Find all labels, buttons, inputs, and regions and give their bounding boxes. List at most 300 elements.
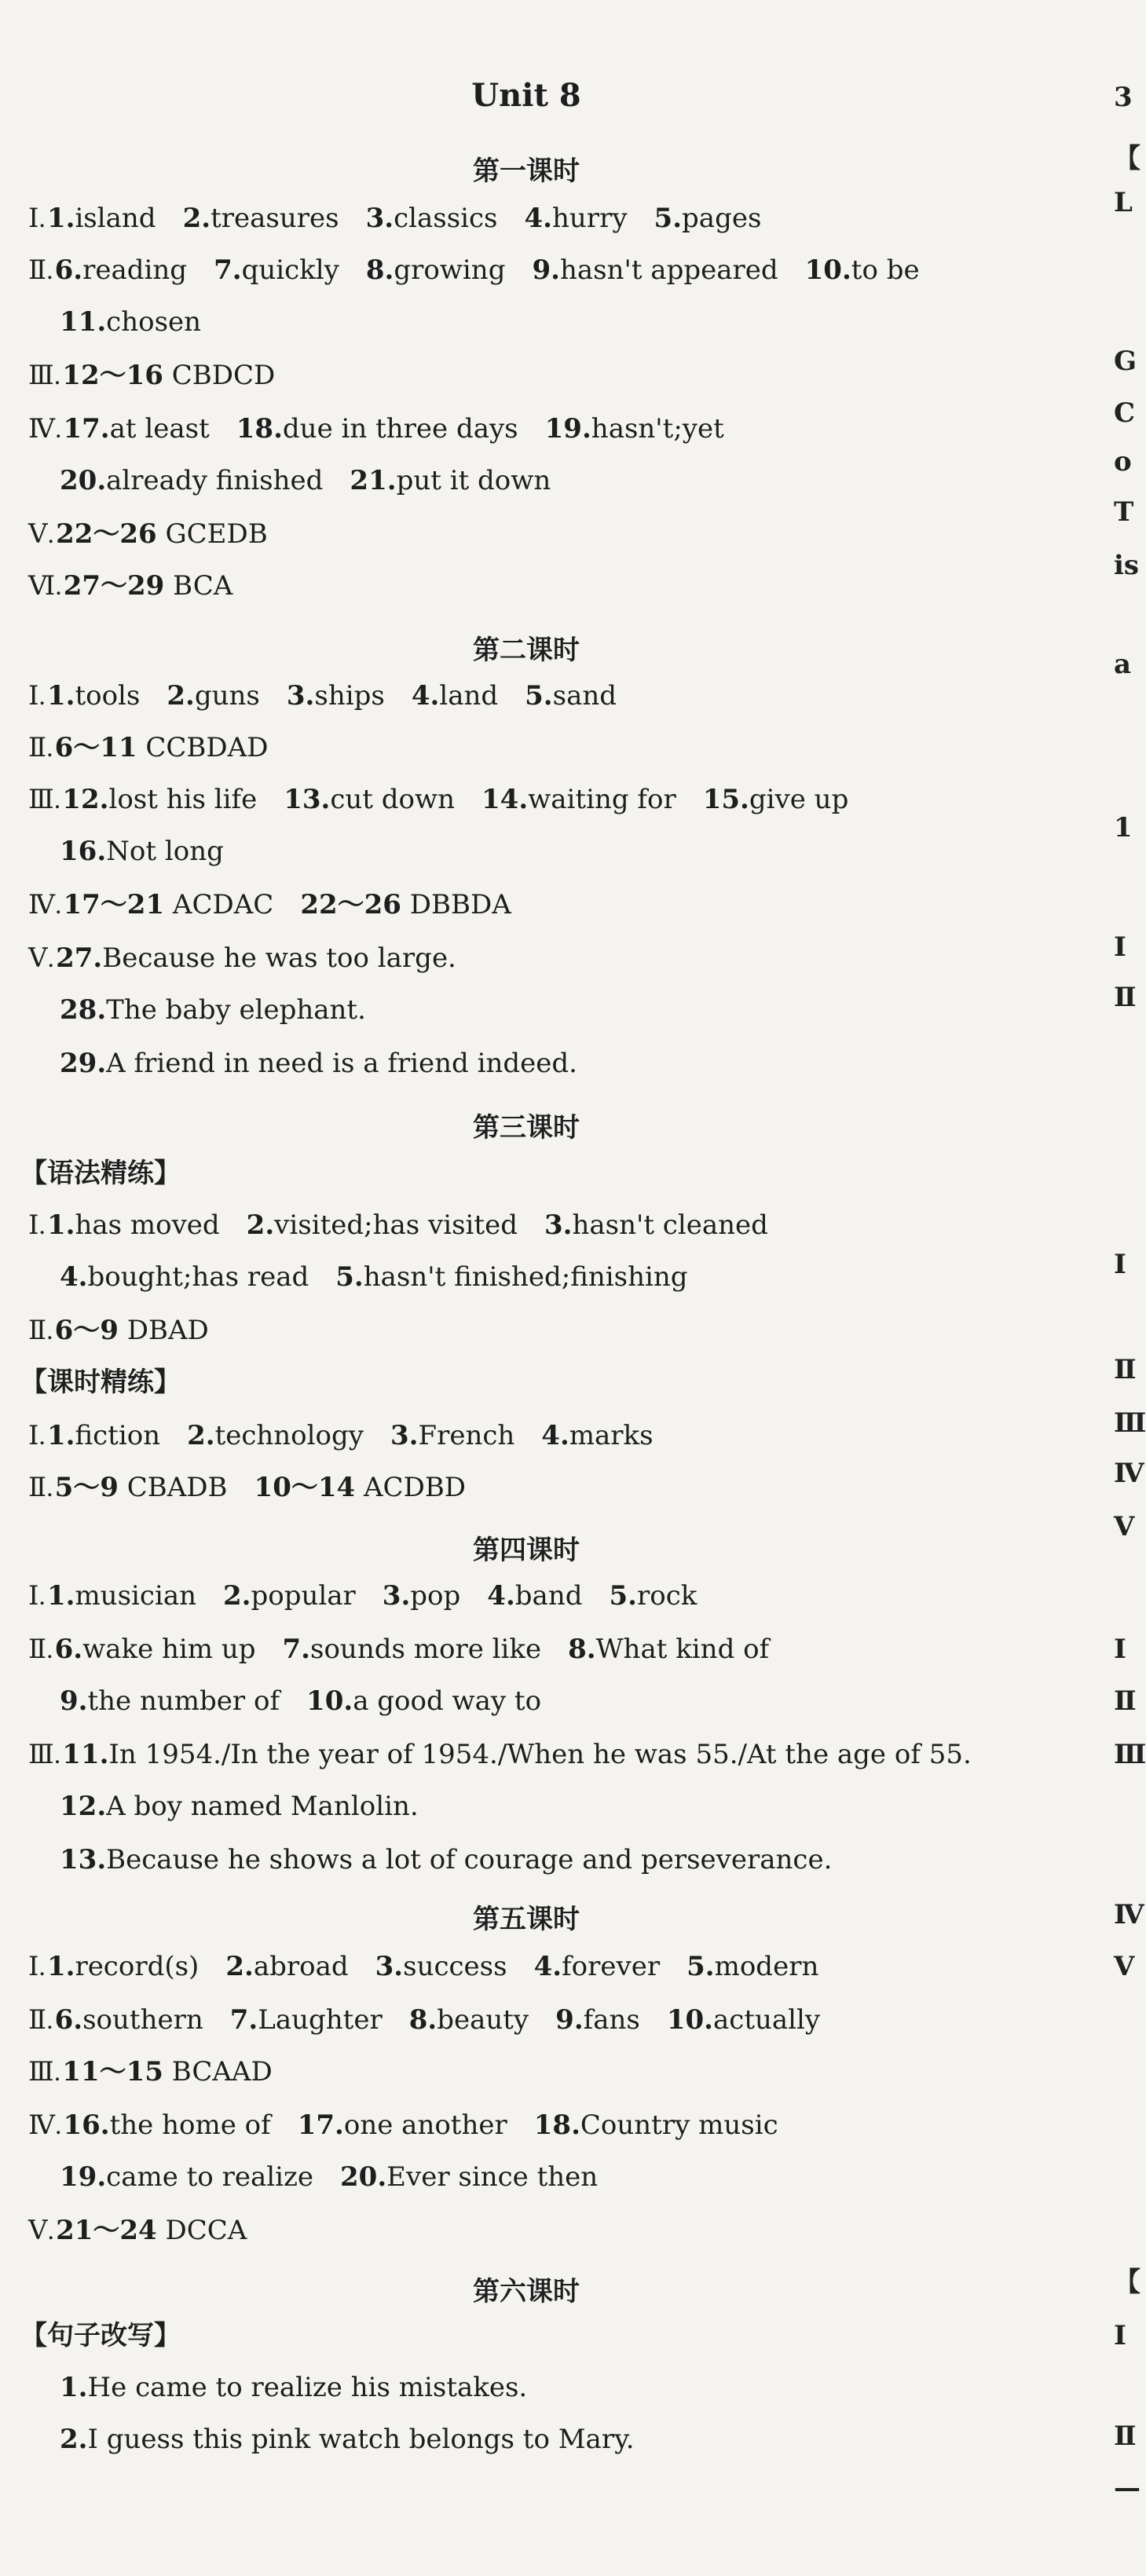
question-number: 3.	[390, 1420, 419, 1451]
answer-item	[284, 784, 455, 815]
answer-text: In 1954./In the year of 1954./When he was 55./At the age of 55.	[108, 1739, 972, 1770]
answer-line	[28, 570, 232, 603]
answer-text: land	[439, 680, 499, 712]
answer-line	[28, 1209, 768, 1242]
answer-line	[60, 2372, 527, 2404]
unit-title: Unit 8	[471, 77, 581, 114]
answer-item	[487, 1580, 582, 1612]
clipped-fragment: 【	[1114, 2267, 1141, 2298]
clipped-fragment: V	[1114, 1511, 1135, 1542]
answer-item	[298, 2109, 507, 2141]
answer-line	[28, 1472, 466, 1505]
question-number: 5.	[687, 1951, 715, 1982]
answer-item	[62, 360, 275, 391]
answer-text: give up	[749, 784, 849, 815]
answer-text: DCCA	[156, 2215, 247, 2246]
answer-item	[47, 1580, 196, 1612]
answer-item	[366, 254, 506, 286]
answer-item	[64, 570, 233, 602]
clipped-fragment: G	[1114, 346, 1137, 377]
answer-text: put it down	[396, 465, 551, 496]
answer-line	[28, 1315, 209, 1348]
answer-text: What kind of	[595, 1634, 770, 1665]
question-number: 16.	[63, 2109, 110, 2141]
answer-text: the number of	[87, 1685, 280, 1717]
answer-item	[225, 1951, 348, 1982]
clipped-fragment: —	[1114, 2472, 1141, 2504]
question-number: 21.	[350, 465, 397, 496]
question-number: 4.	[524, 203, 553, 234]
question-number: 3.	[365, 203, 394, 234]
clipped-fragment: Ⅰ	[1114, 931, 1126, 963]
question-number: 6.	[54, 254, 83, 286]
answer-line	[60, 836, 224, 868]
answer-text: to be	[851, 254, 920, 286]
answer-line	[60, 1261, 688, 1293]
answer-line	[28, 1739, 972, 1772]
clipped-fragment: I	[1114, 2320, 1126, 2351]
question-number: 4.	[541, 1420, 569, 1451]
roman-numeral: Ⅳ.	[28, 891, 62, 920]
answer-item	[60, 2161, 313, 2193]
subsection-label	[20, 1367, 181, 1399]
section-heading: 第三课时	[473, 1112, 580, 1143]
roman-numeral: Ⅱ.	[28, 1635, 53, 1664]
question-number: 27～29	[63, 570, 165, 602]
roman-numeral: Ⅱ.	[28, 256, 53, 285]
answer-text: modern	[714, 1951, 819, 1982]
answer-item	[60, 1048, 577, 1079]
question-number: 28.	[60, 994, 107, 1026]
question-number: 13.	[284, 784, 331, 815]
question-number: 2.	[60, 2424, 88, 2455]
answer-item	[60, 1685, 280, 1717]
question-number: 8.	[365, 254, 394, 286]
question-number: 20.	[340, 2161, 387, 2193]
answer-item	[60, 994, 366, 1026]
answer-line	[60, 1685, 541, 1718]
section-heading: 第四课时	[473, 1535, 580, 1566]
answer-line	[60, 2161, 598, 2194]
clipped-fragment: Ⅱ	[1114, 1354, 1137, 1385]
question-number: 29.	[60, 1048, 107, 1079]
answer-item	[532, 254, 778, 286]
clipped-fragment: V	[1114, 1951, 1135, 1982]
question-number: 10.	[306, 1685, 353, 1717]
roman-numeral: Ⅱ.	[28, 1316, 53, 1345]
answer-item	[55, 2004, 203, 2036]
answer-item	[481, 784, 676, 815]
answer-item	[63, 2109, 270, 2141]
answer-text: visited;has visited	[274, 1209, 518, 1241]
question-number: 4.	[411, 680, 440, 712]
question-number: 2.	[167, 680, 195, 712]
answer-item	[335, 1261, 687, 1293]
answer-line	[60, 465, 551, 497]
answer-line	[28, 2215, 247, 2248]
answer-text: ACDBD	[355, 1472, 467, 1503]
question-number: 7.	[214, 254, 242, 286]
answer-line	[28, 889, 511, 922]
answer-text: Not long	[106, 836, 224, 867]
question-number: 4.	[533, 1951, 562, 1982]
question-number: 5.	[335, 1261, 364, 1293]
answer-item	[230, 2004, 383, 2036]
question-number: 15.	[702, 784, 749, 815]
subsection-label-text: 【句子改写】	[20, 2320, 181, 2351]
question-number: 12～16	[62, 360, 163, 391]
answer-text: marks	[569, 1420, 654, 1451]
answer-text: DBAD	[118, 1315, 209, 1346]
question-number: 17.	[297, 2109, 344, 2141]
answer-item	[667, 2004, 820, 2036]
answer-text: chosen	[106, 306, 202, 338]
answer-text: sand	[552, 680, 617, 712]
answer-item	[544, 1209, 768, 1241]
answer-item	[183, 203, 339, 234]
answer-line	[60, 1048, 577, 1080]
answer-text: CBADB	[118, 1472, 228, 1503]
answer-text: The baby elephant.	[106, 994, 366, 1026]
question-number: 9.	[555, 2004, 584, 2036]
answer-text: technology	[214, 1420, 364, 1451]
clipped-fragment: Ⅳ	[1114, 1899, 1144, 1930]
answer-text: CBDCD	[163, 360, 276, 391]
answer-line	[28, 413, 724, 446]
question-number: 1.	[46, 1951, 75, 1982]
roman-numeral: Ⅱ.	[28, 2006, 53, 2035]
answer-item	[409, 2004, 529, 2036]
answer-text: guns	[194, 680, 260, 712]
answer-item	[63, 889, 273, 920]
answer-text: already finished	[106, 465, 324, 496]
question-number: 17～21	[63, 889, 165, 920]
answer-text: CCBDAD	[137, 732, 269, 763]
question-number: 22～26	[56, 518, 157, 550]
answer-item	[60, 465, 323, 496]
answer-item	[60, 306, 201, 338]
answer-item	[63, 413, 209, 445]
answer-line	[28, 2056, 273, 2089]
answer-line	[60, 994, 366, 1026]
answer-text: hasn't;yet	[591, 413, 724, 445]
question-number: 12.	[62, 784, 109, 815]
answer-item	[366, 203, 498, 234]
question-number: 9.	[60, 1685, 88, 1717]
question-number: 6.	[54, 2004, 83, 2036]
answer-text: hasn't finished;finishing	[363, 1261, 688, 1293]
answer-item	[214, 254, 339, 286]
subsection-label-text: 【语法精练】	[20, 1158, 181, 1189]
answer-item	[534, 2109, 778, 2141]
answer-line	[28, 680, 617, 713]
answer-item	[47, 1209, 220, 1241]
answer-item	[287, 680, 385, 712]
answer-text: growing	[394, 254, 506, 286]
question-number: 1.	[46, 1209, 75, 1241]
clipped-fragment: 【	[1114, 143, 1141, 174]
answer-text: hasn't cleaned	[572, 1209, 768, 1241]
answer-item	[300, 889, 511, 920]
question-number: 9.	[532, 254, 560, 286]
question-number: 8.	[568, 1634, 596, 1665]
answer-text: pages	[682, 203, 762, 234]
answer-line	[28, 203, 761, 236]
answer-text: BCA	[164, 570, 233, 602]
clipped-fragment: L	[1114, 187, 1133, 218]
roman-numeral: Ⅰ.	[28, 1582, 46, 1611]
roman-numeral: Ⅳ.	[28, 2111, 62, 2140]
clipped-fragment: Ⅱ	[1114, 1685, 1137, 1717]
answer-item	[60, 1791, 419, 1822]
answer-text: southern	[82, 2004, 203, 2036]
answer-line	[28, 518, 268, 551]
question-number: 19.	[60, 2161, 107, 2193]
question-number: 5.	[525, 680, 553, 712]
clipped-fragment: Ⅰ	[1114, 1634, 1126, 1665]
question-number: 2.	[182, 203, 211, 234]
answer-text: He came to realize his mistakes.	[87, 2372, 528, 2403]
answer-item	[55, 1315, 209, 1346]
question-number: 6～11	[54, 732, 137, 763]
answer-item	[47, 1420, 160, 1451]
answer-text: hurry	[552, 203, 628, 234]
answer-text: pop	[410, 1580, 461, 1612]
answer-text: BCAAD	[163, 2056, 273, 2088]
answer-item	[62, 1739, 971, 1770]
answer-text: A boy named Manlolin.	[106, 1791, 419, 1822]
answer-text: due in three days	[282, 413, 518, 445]
answer-text: ships	[314, 680, 385, 712]
question-number: 3.	[286, 680, 315, 712]
answer-text: success	[403, 1951, 507, 1982]
answer-line	[28, 1420, 654, 1453]
answer-text: classics	[394, 203, 498, 234]
clipped-fragment: Ⅳ	[1114, 1458, 1144, 1489]
answer-text: sounds more like	[310, 1634, 542, 1665]
answer-line	[28, 942, 456, 975]
answer-item	[412, 680, 498, 712]
roman-numeral: Ⅲ.	[28, 1740, 61, 1769]
answer-text: Because he was too large.	[102, 942, 456, 974]
answer-text: musician	[75, 1580, 196, 1612]
question-number: 2.	[187, 1420, 215, 1451]
answer-item	[62, 2056, 272, 2088]
answer-item	[306, 1685, 541, 1717]
question-number: 21～24	[56, 2215, 157, 2246]
answer-text: A friend in need is a friend indeed.	[106, 1048, 577, 1079]
answer-text: at least	[109, 413, 210, 445]
answer-text: quickly	[241, 254, 339, 286]
answer-item	[350, 465, 551, 496]
answer-item	[60, 836, 224, 867]
answer-item	[541, 1420, 653, 1451]
clipped-fragment: Ⅱ	[1114, 2420, 1137, 2452]
answer-item	[47, 1951, 199, 1982]
answer-line	[28, 732, 269, 765]
answer-text: Ever since then	[386, 2161, 599, 2193]
answer-item	[56, 518, 268, 550]
question-number: 6.	[54, 1634, 83, 1665]
question-number: 22～26	[300, 889, 401, 920]
answer-line	[28, 1951, 818, 1984]
question-number: 7.	[229, 2004, 258, 2036]
answer-item	[167, 680, 260, 712]
question-number: 13.	[60, 1844, 107, 1875]
clipped-fragment: Ⅰ	[1114, 1249, 1126, 1280]
question-number: 10～14	[254, 1472, 356, 1503]
roman-numeral: Ⅱ.	[28, 734, 53, 763]
answer-item	[390, 1420, 514, 1451]
answer-line	[28, 2109, 778, 2142]
roman-numeral: Ⅴ.	[28, 944, 55, 973]
clipped-fragment: is	[1114, 550, 1140, 581]
subsection-label	[20, 1158, 181, 1190]
question-number: 27.	[56, 942, 103, 974]
answer-item	[55, 1634, 256, 1665]
roman-numeral: Ⅵ.	[28, 572, 62, 601]
question-number: 17.	[63, 413, 110, 445]
answer-item	[60, 2372, 527, 2403]
roman-numeral: Ⅰ.	[28, 1952, 46, 1981]
answer-text: waiting for	[528, 784, 676, 815]
clipped-fragment: Ⅲ	[1114, 1739, 1146, 1770]
answer-item	[223, 1580, 356, 1612]
answer-text: abroad	[253, 1951, 349, 1982]
roman-numeral: Ⅰ.	[28, 682, 46, 711]
answer-text: island	[75, 203, 156, 234]
section-heading: 第一课时	[473, 156, 580, 187]
question-number: 1.	[46, 203, 75, 234]
subsection-label	[20, 2320, 181, 2352]
answer-line	[60, 2424, 635, 2456]
answer-item	[525, 203, 628, 234]
roman-numeral: Ⅳ.	[28, 415, 62, 444]
answer-item	[534, 1951, 661, 1982]
question-number: 4.	[487, 1580, 515, 1612]
answer-text: fans	[583, 2004, 640, 2036]
question-number: 8.	[408, 2004, 438, 2036]
answer-text: hasn't appeared	[559, 254, 778, 286]
answer-text: bought;has read	[87, 1261, 309, 1293]
answer-text: a good way to	[353, 1685, 542, 1717]
question-number: 1.	[46, 1580, 75, 1612]
answer-item	[60, 1261, 309, 1293]
clipped-fragment: Ⅱ	[1114, 982, 1137, 1013]
answer-text: has moved	[75, 1209, 220, 1241]
question-number: 11.	[60, 306, 107, 338]
answer-item	[654, 203, 762, 234]
question-number: 5.	[609, 1580, 637, 1612]
answer-item	[60, 2424, 635, 2455]
roman-numeral: Ⅰ.	[28, 204, 46, 233]
roman-numeral: Ⅰ.	[28, 1211, 46, 1240]
answer-item	[60, 1844, 832, 1875]
answer-text: popular	[251, 1580, 356, 1612]
answer-item	[247, 1209, 518, 1241]
answer-line	[28, 1634, 769, 1667]
answer-line	[28, 254, 920, 287]
clipped-fragment: o	[1114, 446, 1132, 478]
question-number: 10.	[804, 254, 851, 286]
answer-item	[236, 413, 518, 445]
answer-text: I guess this pink watch belongs to Mary.	[87, 2424, 635, 2455]
answer-text: actually	[713, 2004, 821, 2036]
answer-text: DBBDA	[401, 889, 511, 920]
answer-item	[56, 942, 456, 974]
question-number: 7.	[282, 1634, 310, 1665]
answer-line	[28, 2004, 820, 2037]
answer-text: fiction	[75, 1420, 161, 1451]
answer-item	[47, 680, 140, 712]
answer-item	[525, 680, 617, 712]
question-number: 19.	[544, 413, 591, 445]
answer-text: beauty	[437, 2004, 529, 2036]
answer-text: the home of	[109, 2109, 271, 2141]
answer-text: wake him up	[82, 1634, 256, 1665]
question-number: 16.	[60, 836, 107, 867]
answer-line	[28, 1580, 697, 1613]
question-number: 11.	[62, 1739, 109, 1770]
answer-item	[56, 2215, 247, 2246]
question-number: 1.	[60, 2372, 88, 2403]
question-number: 5.	[654, 203, 683, 234]
answer-text: reading	[82, 254, 188, 286]
question-number: 14.	[481, 784, 529, 815]
roman-numeral: Ⅴ.	[28, 520, 55, 549]
clipped-fragment: 3	[1114, 82, 1133, 113]
question-number: 6～9	[54, 1315, 119, 1346]
answer-item	[545, 413, 724, 445]
question-number: 2.	[222, 1580, 251, 1612]
answer-line	[60, 306, 201, 338]
clipped-fragment: a	[1114, 649, 1132, 680]
answer-text: tools	[75, 680, 141, 712]
clipped-fragment: T	[1114, 496, 1134, 528]
answer-text: Because he shows a lot of courage and perseverance.	[106, 1844, 833, 1875]
answer-text: French	[418, 1420, 515, 1451]
answer-item	[47, 203, 156, 234]
section-heading: 第五课时	[473, 1904, 580, 1935]
question-number: 12.	[60, 1791, 107, 1822]
answer-text: forever	[562, 1951, 661, 1982]
answer-line	[28, 784, 848, 817]
roman-numeral: Ⅰ.	[28, 1422, 46, 1451]
answer-item	[55, 254, 187, 286]
answer-text: lost his life	[108, 784, 258, 815]
roman-numeral: Ⅲ.	[28, 785, 61, 814]
clipped-fragment: C	[1114, 397, 1136, 429]
clipped-fragment: Ⅲ	[1114, 1407, 1146, 1439]
question-number: 3.	[375, 1951, 404, 1982]
answer-text: record(s)	[75, 1951, 200, 1982]
question-number: 18.	[533, 2109, 580, 2141]
answer-text: ACDAC	[164, 889, 274, 920]
answer-text: one another	[343, 2109, 507, 2141]
answer-item	[805, 254, 920, 286]
question-number: 1.	[46, 680, 75, 712]
answer-text: treasures	[211, 203, 339, 234]
question-number: 3.	[544, 1209, 573, 1241]
answer-item	[283, 1634, 542, 1665]
question-number: 2.	[246, 1209, 275, 1241]
roman-numeral: Ⅴ.	[28, 2216, 55, 2245]
answer-item	[187, 1420, 364, 1451]
roman-numeral: Ⅲ.	[28, 361, 61, 390]
question-number: 18.	[236, 413, 283, 445]
answer-item	[254, 1472, 467, 1503]
roman-numeral: Ⅱ.	[28, 1473, 53, 1502]
